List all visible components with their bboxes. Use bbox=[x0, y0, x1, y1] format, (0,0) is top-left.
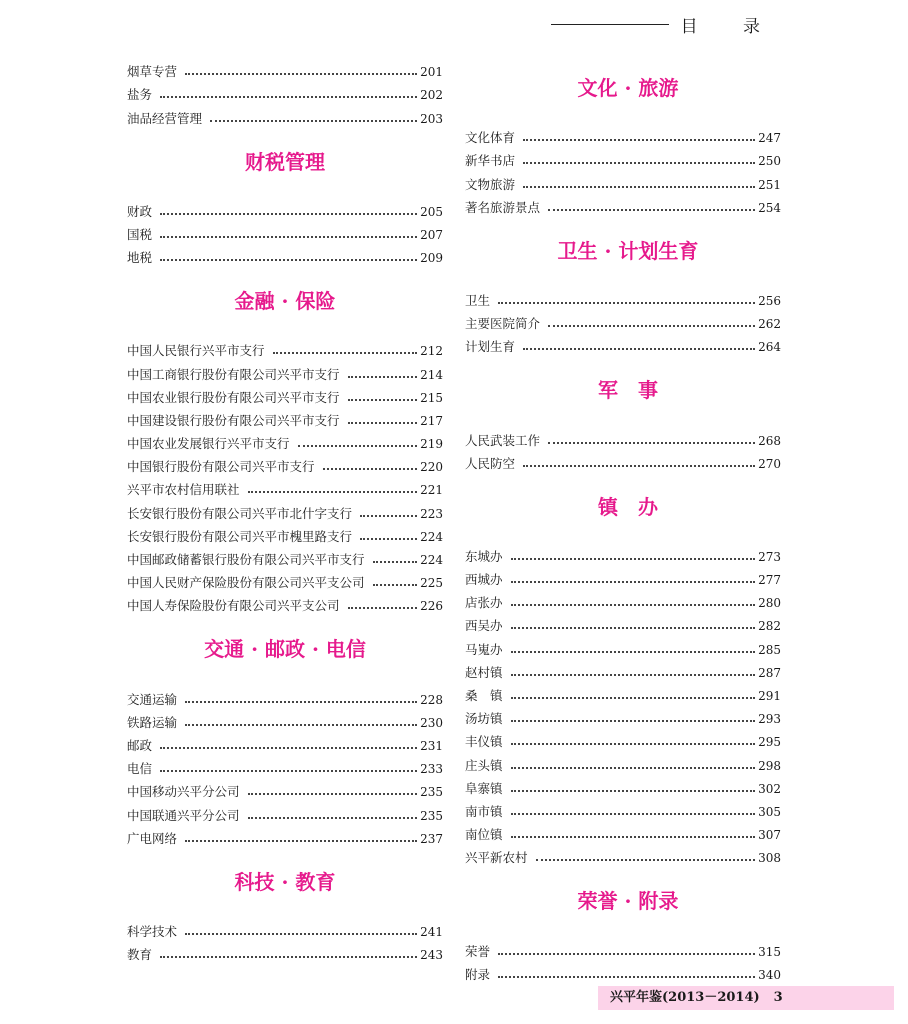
toc-entry[interactable] bbox=[127, 358, 443, 381]
toc-entry[interactable] bbox=[127, 544, 443, 567]
section-heading: 军 事 bbox=[598, 378, 658, 403]
dot-leader bbox=[548, 442, 755, 444]
dot-leader bbox=[548, 209, 755, 211]
section-heading: 交通 · 邮政 · 电信 bbox=[204, 637, 366, 662]
toc-entry-page: 262 bbox=[758, 317, 781, 332]
dot-leader bbox=[160, 956, 417, 958]
toc-entry-page: 202 bbox=[420, 88, 443, 103]
toc-entry[interactable] bbox=[465, 703, 781, 726]
toc-entry-name: 阜寨镇 bbox=[465, 780, 503, 796]
toc-entry[interactable] bbox=[465, 773, 781, 796]
toc-section bbox=[127, 870, 443, 962]
dot-leader bbox=[185, 933, 417, 935]
dot-leader bbox=[348, 399, 418, 401]
dot-leader bbox=[511, 813, 756, 815]
toc-entry-page: 224 bbox=[420, 529, 443, 544]
dot-leader bbox=[511, 767, 756, 769]
toc-entry-page: 224 bbox=[420, 553, 443, 567]
toc-entry-name: 邮政 bbox=[127, 737, 153, 753]
dot-leader bbox=[248, 491, 418, 493]
toc-entry-page: 214 bbox=[420, 367, 443, 382]
toc-entry-name: 南市镇 bbox=[465, 803, 503, 819]
dot-leader bbox=[160, 96, 417, 98]
running-header bbox=[551, 14, 780, 37]
toc-entry[interactable] bbox=[465, 680, 781, 703]
toc-entry[interactable] bbox=[127, 242, 443, 265]
toc-entry[interactable] bbox=[465, 819, 781, 842]
dot-leader bbox=[160, 259, 417, 261]
toc-entry-name: 兴平市农村信用联社 bbox=[127, 482, 240, 498]
toc-entry-name: 长安银行股份有限公司兴平市北什字支行 bbox=[127, 505, 353, 521]
toc-entry-name: 广电网络 bbox=[127, 830, 178, 846]
dot-leader bbox=[185, 840, 417, 842]
toc-section bbox=[127, 150, 443, 266]
dot-leader bbox=[511, 697, 756, 699]
dot-leader bbox=[348, 607, 418, 609]
dot-leader bbox=[511, 581, 756, 583]
toc-entry-name: 赵村镇 bbox=[465, 664, 503, 680]
toc-entry-page: 280 bbox=[758, 596, 781, 611]
toc-entry-name: 长安银行股份有限公司兴平市槐里路支行 bbox=[127, 528, 353, 544]
dot-leader bbox=[160, 236, 417, 238]
toc-entry-page: 212 bbox=[420, 344, 443, 359]
toc-entry-name: 兴平新农村 bbox=[465, 850, 528, 866]
toc-entry[interactable] bbox=[127, 683, 443, 706]
toc-entry[interactable] bbox=[127, 56, 443, 79]
toc-entry[interactable] bbox=[465, 424, 781, 447]
toc-entry-name: 新华书店 bbox=[465, 153, 516, 169]
toc-entry-page: 293 bbox=[758, 712, 781, 727]
toc-entry-name: 南位镇 bbox=[465, 827, 503, 843]
toc-entry-name: 交通运输 bbox=[127, 691, 178, 707]
toc-entry-name: 文物旅游 bbox=[465, 176, 516, 192]
section-heading: 镇 办 bbox=[598, 494, 658, 519]
header-rule bbox=[551, 24, 669, 25]
toc-entry-name: 中国人寿保险股份有限公司兴平支公司 bbox=[127, 598, 340, 614]
toc-entry[interactable] bbox=[465, 726, 781, 749]
toc-entry[interactable] bbox=[465, 796, 781, 819]
toc-entry-page: 219 bbox=[420, 437, 443, 452]
footer-page-number: 3 bbox=[773, 990, 783, 1005]
dot-leader bbox=[523, 139, 755, 141]
toc-entry-name: 中国农业发展银行兴平市支行 bbox=[127, 436, 290, 452]
toc-entry-page: 235 bbox=[420, 808, 443, 823]
dot-leader bbox=[185, 73, 417, 75]
toc-entry-page: 305 bbox=[758, 804, 781, 819]
toc-entry[interactable] bbox=[465, 122, 781, 145]
toc-entry[interactable] bbox=[465, 285, 781, 308]
toc-entry-page: 340 bbox=[758, 967, 781, 982]
toc-entry-page: 291 bbox=[758, 689, 781, 703]
dot-leader bbox=[273, 352, 418, 354]
toc-entry-name: 计划生育 bbox=[465, 339, 516, 355]
toc-entry[interactable] bbox=[465, 935, 781, 958]
toc-entry-name: 人民武装工作 bbox=[465, 432, 541, 448]
dot-leader bbox=[248, 817, 418, 819]
toc-entry[interactable] bbox=[465, 633, 781, 656]
toc-section bbox=[465, 76, 781, 215]
toc-entry-name: 西吴办 bbox=[465, 618, 503, 634]
toc-entry-page: 277 bbox=[758, 573, 781, 588]
toc-entry[interactable] bbox=[127, 823, 443, 846]
toc-entry[interactable] bbox=[465, 448, 781, 471]
toc-entry-name: 中国农业银行股份有限公司兴平市支行 bbox=[127, 389, 340, 405]
toc-entry-page: 221 bbox=[420, 483, 443, 498]
toc-section bbox=[127, 637, 443, 845]
toc-entry-name: 中国人民财产保险股份有限公司兴平支公司 bbox=[127, 575, 365, 591]
toc-right-column bbox=[465, 76, 781, 982]
toc-entry-name: 中国工商银行股份有限公司兴平市支行 bbox=[127, 366, 340, 382]
toc-entry-page: 223 bbox=[420, 506, 443, 521]
toc-entry-name: 中国建设银行股份有限公司兴平市支行 bbox=[127, 412, 340, 428]
dot-leader bbox=[511, 836, 756, 838]
toc-entry[interactable] bbox=[127, 405, 443, 428]
dot-leader bbox=[360, 515, 417, 517]
toc-section bbox=[465, 239, 781, 355]
toc-entry-page: 226 bbox=[420, 599, 443, 614]
dot-leader bbox=[185, 724, 417, 726]
toc-entry-page: 315 bbox=[758, 944, 781, 959]
dot-leader bbox=[160, 747, 417, 749]
toc-entry[interactable] bbox=[127, 521, 443, 544]
dot-leader bbox=[523, 186, 755, 188]
toc-entry[interactable] bbox=[127, 753, 443, 776]
dot-leader bbox=[498, 976, 755, 978]
toc-entry-page: 201 bbox=[420, 65, 443, 80]
toc-entry-page: 241 bbox=[420, 924, 443, 939]
toc-entry-name: 中国邮政储蓄银行股份有限公司兴平市支行 bbox=[127, 552, 365, 567]
toc-entry[interactable] bbox=[127, 102, 443, 125]
page-footer bbox=[610, 986, 783, 1010]
toc-entry-page: 282 bbox=[758, 619, 781, 634]
footer-book-title: 兴平年鉴(2013－2014) bbox=[610, 990, 760, 1005]
toc-entry[interactable] bbox=[127, 335, 443, 358]
toc-entry[interactable] bbox=[127, 474, 443, 497]
toc-entry[interactable] bbox=[127, 916, 443, 939]
toc-entry-page: 254 bbox=[758, 200, 781, 215]
toc-entry-page: 217 bbox=[420, 413, 443, 428]
toc-entry-name: 马嵬办 bbox=[465, 641, 503, 657]
toc-entry[interactable] bbox=[465, 145, 781, 168]
dot-leader bbox=[523, 348, 755, 350]
dot-leader bbox=[348, 376, 418, 378]
toc-entry-page: 220 bbox=[420, 460, 443, 475]
toc-entry-page: 308 bbox=[758, 851, 781, 866]
toc-entry-name: 主要医院简介 bbox=[465, 316, 541, 332]
toc-entry-page: 235 bbox=[420, 785, 443, 800]
toc-entry-name: 烟草专营 bbox=[127, 64, 178, 80]
toc-entry-page: 268 bbox=[758, 433, 781, 448]
toc-entry-page: 207 bbox=[420, 227, 443, 242]
section-heading: 卫生 · 计划生育 bbox=[557, 238, 699, 263]
toc-entry-name: 人民防空 bbox=[465, 455, 516, 471]
toc-entry-name: 盐务 bbox=[127, 87, 153, 103]
dot-leader bbox=[511, 651, 756, 653]
section-heading: 科技 · 教育 bbox=[234, 869, 336, 894]
toc-entry[interactable] bbox=[127, 497, 443, 520]
dot-leader bbox=[511, 790, 756, 792]
toc-entry-page: 225 bbox=[420, 576, 443, 591]
toc-entry-page: 270 bbox=[758, 456, 781, 471]
toc-entry[interactable] bbox=[127, 707, 443, 730]
toc-entry-name: 中国人民银行兴平市支行 bbox=[127, 343, 265, 359]
toc-entry[interactable] bbox=[465, 610, 781, 633]
section-heading: 财税管理 bbox=[245, 149, 325, 174]
dot-leader bbox=[511, 604, 756, 606]
toc-entry[interactable] bbox=[465, 657, 781, 680]
toc-entry-page: 247 bbox=[758, 131, 781, 146]
toc-entry[interactable] bbox=[127, 567, 443, 590]
dot-leader bbox=[511, 674, 756, 676]
dot-leader bbox=[373, 584, 418, 586]
dot-leader bbox=[548, 325, 755, 327]
dot-leader bbox=[511, 720, 756, 722]
dot-leader bbox=[348, 422, 418, 424]
toc-entry-page: 256 bbox=[758, 293, 781, 308]
toc-entry-name: 国税 bbox=[127, 226, 153, 242]
toc-intro-entries bbox=[127, 56, 443, 126]
toc-entry[interactable] bbox=[465, 331, 781, 354]
toc-entry[interactable] bbox=[465, 749, 781, 772]
dot-leader bbox=[373, 561, 418, 563]
toc-entry[interactable] bbox=[127, 730, 443, 753]
toc-section bbox=[465, 495, 781, 866]
page-title: 目 录 bbox=[680, 16, 780, 37]
toc-entry[interactable] bbox=[127, 451, 443, 474]
toc-entry-name: 桑 镇 bbox=[465, 688, 503, 703]
toc-entry[interactable] bbox=[465, 587, 781, 610]
toc-entry-name: 电信 bbox=[127, 761, 153, 777]
dot-leader bbox=[523, 162, 755, 164]
toc-entry[interactable] bbox=[465, 308, 781, 331]
toc-entry-name: 教育 bbox=[127, 947, 153, 963]
dot-leader bbox=[160, 213, 417, 215]
toc-left-column bbox=[127, 56, 443, 962]
dot-leader bbox=[160, 770, 417, 772]
toc-entry-page: 307 bbox=[758, 828, 781, 843]
toc-entry-page: 215 bbox=[420, 390, 443, 405]
toc-section bbox=[127, 289, 443, 613]
toc-entry-page: 233 bbox=[420, 762, 443, 777]
toc-entry-name: 汤坊镇 bbox=[465, 711, 503, 727]
toc-entry-page: 205 bbox=[420, 204, 443, 219]
dot-leader bbox=[498, 302, 755, 304]
toc-entry-page: 295 bbox=[758, 735, 781, 750]
toc-entry-name: 中国移动兴平分公司 bbox=[127, 784, 240, 800]
dot-leader bbox=[185, 701, 417, 703]
dot-leader bbox=[511, 743, 756, 745]
toc-entry-name: 附录 bbox=[465, 966, 491, 982]
toc-entry-page: 285 bbox=[758, 642, 781, 657]
toc-entry-page: 250 bbox=[758, 154, 781, 169]
toc-entry-name: 财政 bbox=[127, 203, 153, 219]
toc-entry-name: 著名旅游景点 bbox=[465, 199, 541, 215]
toc-entry[interactable] bbox=[127, 382, 443, 405]
dot-leader bbox=[248, 793, 418, 795]
toc-entry-page: 203 bbox=[420, 111, 443, 126]
toc-entry-page: 273 bbox=[758, 549, 781, 564]
toc-entry-page: 251 bbox=[758, 177, 781, 192]
toc-entry-page: 298 bbox=[758, 758, 781, 773]
toc-entry-page: 243 bbox=[420, 948, 443, 963]
toc-entry[interactable] bbox=[127, 428, 443, 451]
toc-entry-name: 地税 bbox=[127, 250, 153, 266]
dot-leader bbox=[498, 953, 755, 955]
toc-entry[interactable] bbox=[127, 219, 443, 242]
toc-entry[interactable] bbox=[127, 776, 443, 799]
toc-entry-name: 西城办 bbox=[465, 572, 503, 588]
toc-entry[interactable] bbox=[127, 799, 443, 822]
toc-entry[interactable] bbox=[465, 541, 781, 564]
toc-entry[interactable] bbox=[465, 959, 781, 982]
toc-entry-page: 228 bbox=[420, 692, 443, 707]
toc-entry-name: 中国联通兴平分公司 bbox=[127, 807, 240, 823]
toc-section bbox=[465, 378, 781, 470]
dot-leader bbox=[536, 859, 756, 861]
toc-entry-name: 店张办 bbox=[465, 595, 503, 611]
toc-entry-name: 荣誉 bbox=[465, 943, 491, 959]
toc-entry-name: 科学技术 bbox=[127, 923, 178, 939]
dot-leader bbox=[298, 445, 418, 447]
toc-section bbox=[465, 889, 781, 981]
section-heading: 荣誉 · 附录 bbox=[577, 889, 679, 914]
toc-entry-name: 丰仪镇 bbox=[465, 734, 503, 750]
toc-entry-name: 东城办 bbox=[465, 548, 503, 564]
toc-entry-name: 油品经营管理 bbox=[127, 110, 203, 126]
dot-leader bbox=[523, 465, 755, 467]
dot-leader bbox=[511, 558, 756, 560]
toc-entry-name: 卫生 bbox=[465, 292, 491, 308]
dot-leader bbox=[511, 627, 756, 629]
toc-entry-page: 231 bbox=[420, 738, 443, 753]
toc-entry-name: 铁路运输 bbox=[127, 714, 178, 730]
dot-leader bbox=[323, 468, 418, 470]
toc-entry[interactable] bbox=[127, 590, 443, 613]
toc-entry-page: 209 bbox=[420, 251, 443, 266]
dot-leader bbox=[210, 120, 417, 122]
toc-entry-name: 文化体育 bbox=[465, 130, 516, 146]
dot-leader bbox=[360, 538, 417, 540]
toc-entry-page: 287 bbox=[758, 665, 781, 680]
section-heading: 金融 · 保险 bbox=[234, 289, 336, 314]
toc-entry-page: 264 bbox=[758, 340, 781, 355]
toc-entry[interactable] bbox=[127, 196, 443, 219]
toc-entry[interactable] bbox=[465, 842, 781, 865]
toc-entry[interactable] bbox=[465, 192, 781, 215]
toc-entry[interactable] bbox=[465, 168, 781, 191]
toc-entry-name: 中国银行股份有限公司兴平市支行 bbox=[127, 459, 315, 475]
toc-entry[interactable] bbox=[465, 564, 781, 587]
toc-entry[interactable] bbox=[127, 939, 443, 962]
section-heading: 文化 · 旅游 bbox=[577, 76, 679, 100]
toc-entry-page: 237 bbox=[420, 831, 443, 846]
toc-entry-name: 庄头镇 bbox=[465, 757, 503, 773]
toc-entry-page: 230 bbox=[420, 715, 443, 730]
toc-entry[interactable] bbox=[127, 79, 443, 102]
toc-entry-page: 302 bbox=[758, 781, 781, 796]
